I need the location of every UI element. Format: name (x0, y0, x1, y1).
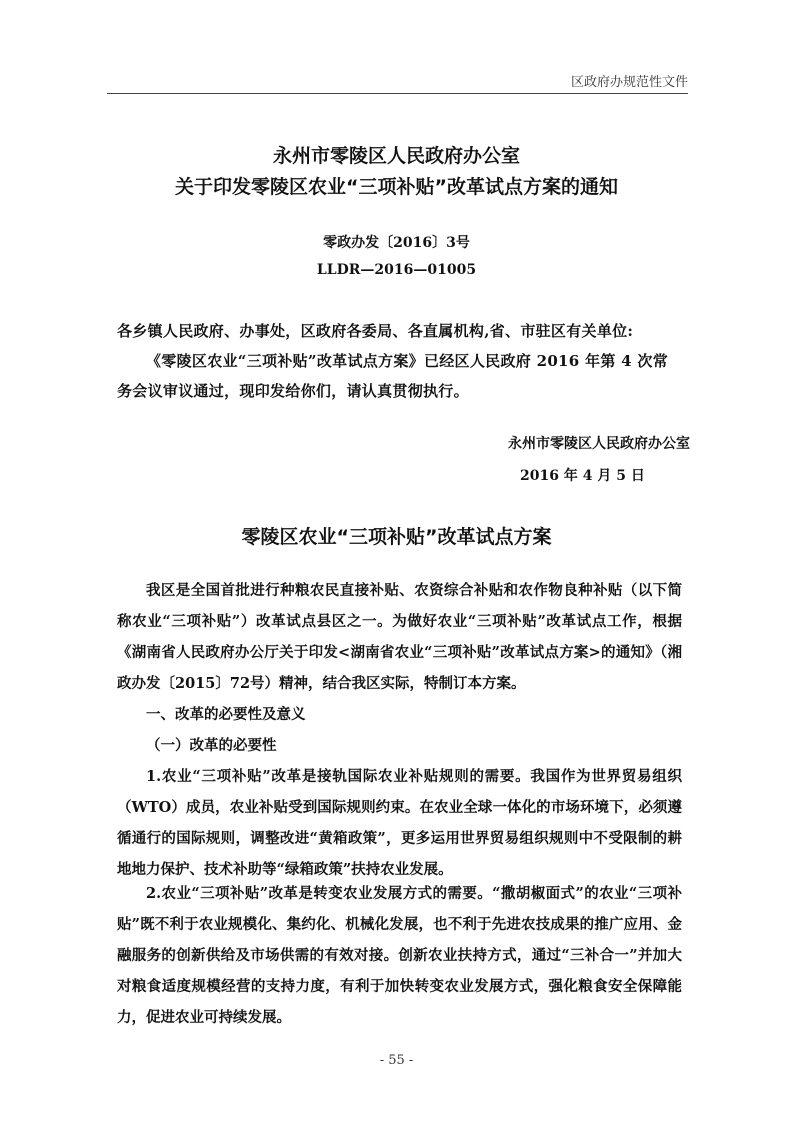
item-1-paragraph: 1.农业“三项补贴”改革是接轨国际农业补贴规则的需要。我国作为世界贸易组织（WTO）成员，农业补贴受到国际规则约束。在农业全球一体化的市场环境下，必须遵循通行的国际规则，调整改进“黄箱政策”，更多运用世界贸易组织规则中不受限制的耕地地力保护、技术补助等“绿箱政策”扶持农业发展。 (117, 768, 682, 878)
document-number: 零政办发〔2016〕3号 (323, 235, 470, 251)
notice-body-line-2: 务会议审议通过，现印发给你们，请认真贯彻执行。 (117, 382, 469, 400)
header-divider (107, 93, 688, 94)
page-number: - 55 - (379, 1053, 414, 1068)
issuing-office: 永州市零陵区人民政府办公室 (508, 436, 690, 452)
notice-title-line-2: 关于印发零陵区农业“三项补贴”改革试点方案的通知 (175, 176, 618, 198)
section-1-heading: 一、改革的必要性及意义 (146, 706, 306, 723)
issue-date: 2016 年 4 月 5 日 (520, 468, 645, 484)
document-category-header: 区政府办规范性文件 (570, 75, 688, 90)
item-2-paragraph: 2.农业“三项补贴”改革是转变农业发展方式的需要。“撒胡椒面式”的农业“三项补贴”既不利于农业规模化、集约化、机械化发展，也不利于先进农技成果的推广应用、金融服务的创新供给及市场供需的有效对接。创新农业扶持方式，通过“三补合一”并加大对粮食适度规模经营的支持力度，有利于加快转变农业发展方式，强化粮食安全保障能力，促进农业可持续发展。 (117, 885, 682, 1026)
addressee-line: 各乡镇人民政府、办事处，区政府各委局、各直属机构,省、市驻区有关单位: (117, 322, 634, 340)
subsection-1-heading: （一）改革的必要性 (146, 737, 277, 754)
plan-intro-paragraph: 我区是全国首批进行种粮农民直接补贴、农资综合补贴和农作物良种补贴（以下简称农业“三项补贴”）改革试点县区之一。为做好农业“三项补贴”改革试点工作，根据《湖南省人民政府办公厅关于印发<湖南省农业“三项补贴”改革试点方案>的通知》（湘政办发〔2015〕72号）精神，结合我区实际，特制订本方案。 (117, 582, 682, 692)
registration-number: LLDR—2016—01005 (316, 262, 477, 278)
notice-title-line-1: 永州市零陵区人民政府办公室 (272, 145, 520, 167)
notice-body-line-1: 《零陵区农业“三项补贴”改革试点方案》已经区人民政府 2016 年第 4 次常 (146, 352, 669, 370)
plan-title: 零陵区农业“三项补贴”改革试点方案 (241, 526, 552, 548)
